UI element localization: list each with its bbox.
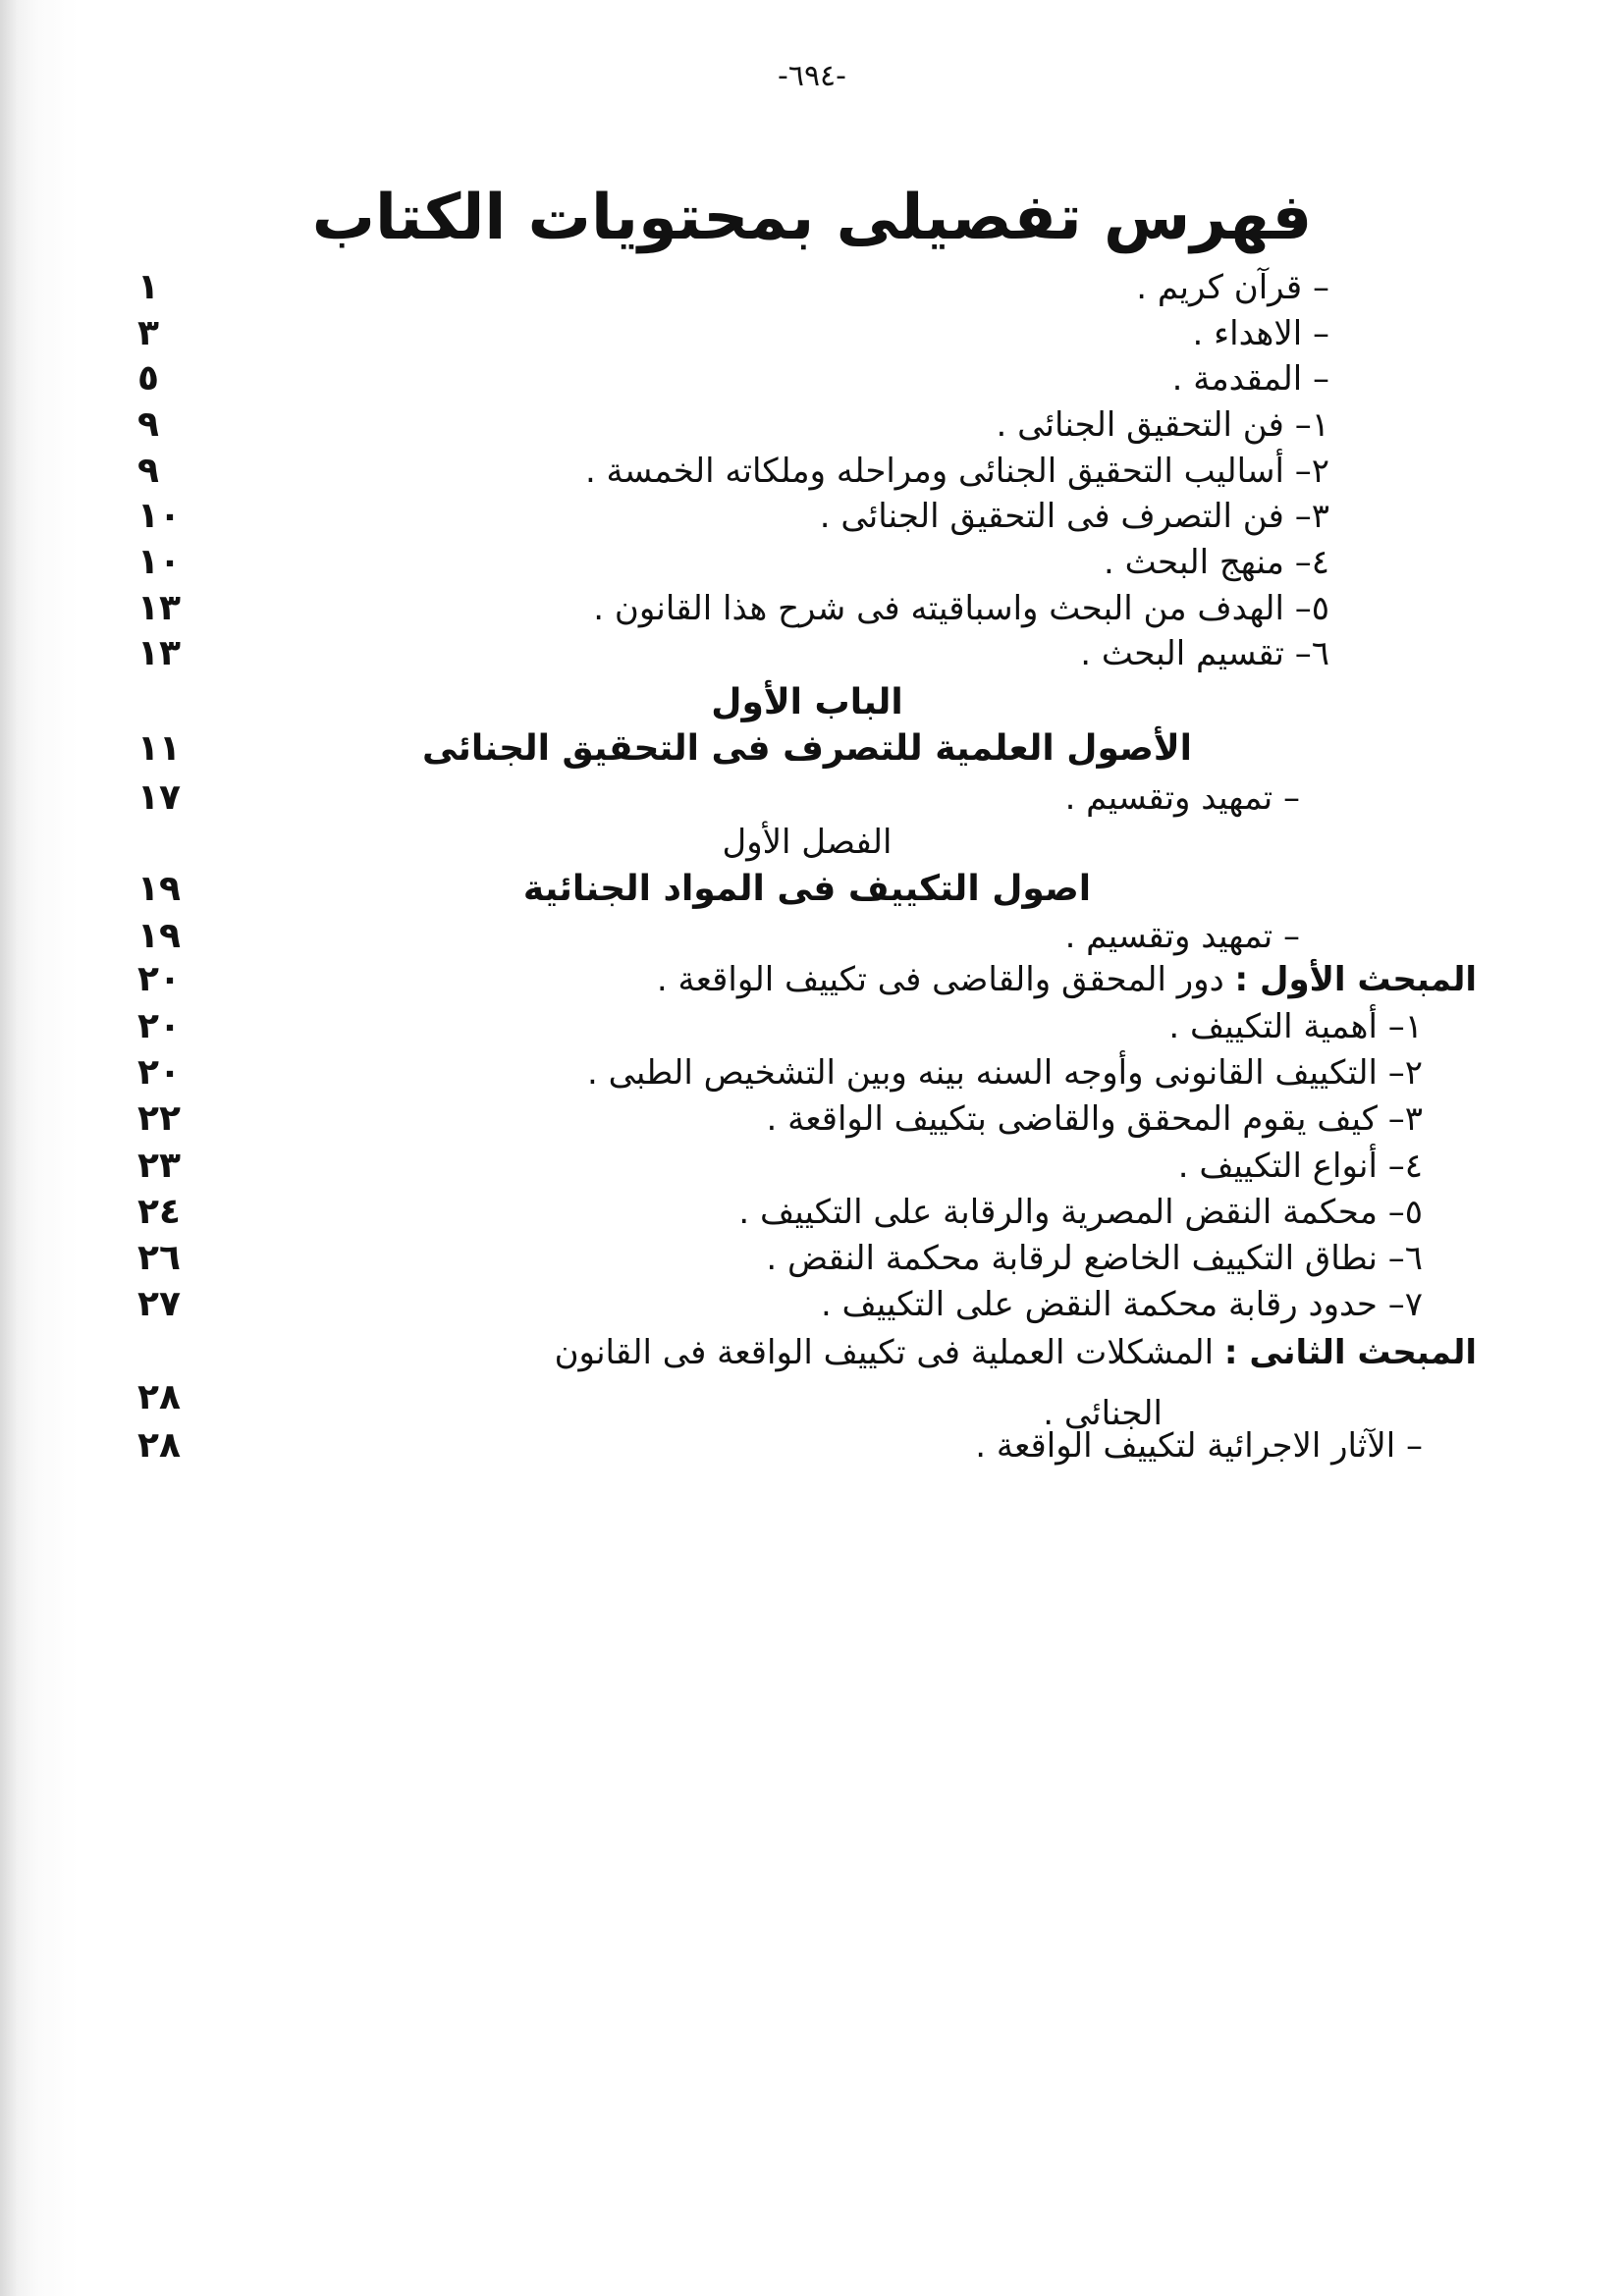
toc-entry [137,1418,1477,1477]
toc-entry-text: ٣– فن التصرف فى التحقيق الجنائى . [819,497,1329,536]
toc-entry-text: ٥– الهدف من البحث واسباقيته فى شرح هذا القانون . [593,589,1329,628]
toc-entry-text: ١– أهمية التكييف . [1168,1007,1423,1046]
toc-entry-text: ٦– نطاق التكييف الخاضع لرقابة محكمة النقض . [766,1239,1423,1278]
toc-entry-text: الأصول العلمية للتصرف فى التحقيق الجنائى [421,728,1193,769]
page-title: فهرس تفصيلى بمحتويات الكتاب [311,182,1313,254]
toc-entry-page: ٩ [137,451,159,491]
toc-entry-text: ١– فن التحقيق الجنائى . [996,405,1329,445]
page-number: -٦٩٤- [778,59,846,93]
toc-entry-page: ٢٠ [137,1006,181,1046]
toc-entry-page: ١٣ [137,633,181,673]
toc-entry-text: – قرآن كريم . [1136,268,1329,307]
toc-entry-page: ٩ [137,404,159,445]
toc-entry-page: ٢٠ [137,959,181,999]
section-heading-text: الفصل الأول [722,823,893,862]
toc-entry-text: – تمهيد وتقسيم . [1064,917,1300,956]
toc-entry-page: ١ [137,267,159,307]
toc-entry-page: ٢٢ [137,1098,181,1139]
toc-entry-text: – المقدمة . [1171,359,1329,399]
toc-entry-text: ٤– أنواع التكييف . [1177,1147,1423,1186]
toc-entry-text: ٢– التكييف القانونى وأوجه السنه بينه وبين التشخيص الطبى . [586,1053,1423,1093]
toc-entry-text: – الاهداء . [1192,314,1329,353]
toc-entry-text: ٥– محكمة النقض المصرية والرقابة على التكييف . [738,1193,1423,1232]
toc-entry-page: ٢٧ [137,1284,181,1324]
toc-entry-page: ٥ [137,358,159,399]
toc-entry-page: ٢٨ [137,1425,181,1466]
toc-entry-page: ٢٤ [137,1192,181,1232]
section-heading-text: الباب الأول [711,682,903,722]
toc-entry-page: ١١ [137,728,181,769]
toc-entry-text: ٧– حدود رقابة محكمة النقض على التكييف . [820,1285,1423,1324]
subsection-text: دور المحقق والقاضى فى تكييف الواقعة . [656,960,1224,999]
toc-entry-page: ١٩ [137,916,181,956]
toc-entry-text: ٢– أساليب التحقيق الجنائى ومراحله وملكاته الخمسة . [584,452,1329,491]
toc-entry-text: ٦– تقسيم البحث . [1080,634,1329,673]
toc-entry-page: ١٧ [137,777,181,818]
toc-entry-text: ٣– كيف يقوم المحقق والقاضى بتكييف الواقعة . [766,1099,1423,1139]
toc-entry-page: ٢٠ [137,1052,181,1093]
toc-entry-continuation: الجنائى . [1043,1394,1163,1433]
toc-entry-page: ٣ [137,313,159,353]
toc-entry-text: ٤– منهج البحث . [1104,543,1329,582]
toc-entry-page: ٢٣ [137,1146,181,1186]
toc-entry-page: ١٠ [137,542,181,582]
subsection-text: المشكلات العملية فى تكييف الواقعة فى القانون [554,1333,1215,1372]
toc-entry-page: ٢٨ [137,1377,181,1417]
toc-entry [137,1325,1477,1433]
toc-entry-page: ٢٦ [137,1238,181,1278]
subsection-label: المبحث الثانى : [1223,1333,1477,1372]
subsection-label: المبحث الأول : [1234,960,1477,999]
toc-entry-text [555,1325,1477,1380]
toc-entry-page: ١٣ [137,588,181,628]
toc-entry-text: – الآثار الاجرائية لتكييف الواقعة . [975,1426,1423,1466]
toc-entry-text: اصول التكييف فى المواد الجنائية [522,869,1092,909]
toc-entry-text: – تمهيد وتقسيم . [1064,778,1300,818]
toc-entry-page: ١٠ [137,496,181,536]
toc-entry-page: ١٩ [137,869,181,909]
